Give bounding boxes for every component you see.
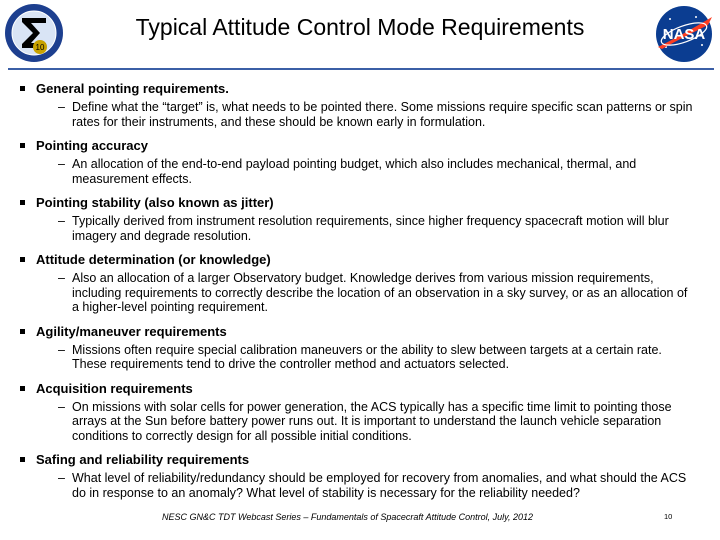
bullet-square-icon	[20, 386, 25, 391]
bullet-square-icon	[20, 143, 25, 148]
bullet-heading: Pointing accuracy	[36, 138, 148, 153]
bullet-list	[0, 78, 720, 500]
nasa-logo-text: NASA	[662, 26, 706, 43]
bullet-square-icon	[20, 457, 25, 462]
bullet-heading: Acquisition requirements	[36, 380, 193, 396]
bullet-detail: Define what the “target” is, what needs to be pointed there. Some missions require specific scan patterns or spin rates for their instruments, and these should be known early in formulation.	[72, 100, 693, 129]
bullet-detail: On missions with solar cells for power generation, the ACS typically has a specific time limit to pointing those arrays at the Sun before battery power runs out. It is important to understand the launch vehicle separation conditions to correctly design for all possible initial conditions.	[72, 399, 672, 443]
bullet-square-icon	[20, 86, 25, 91]
dash-glyph: –	[58, 399, 65, 414]
bullet-item	[0, 81, 720, 129]
bullet-heading: Pointing stability (also known as jitter)	[36, 195, 274, 210]
bullet-square-icon	[20, 257, 25, 262]
bullet-heading: General pointing requirements.	[36, 81, 229, 96]
page-title: Typical Attitude Control Mode Requirements	[135, 14, 585, 40]
bullet-heading: Agility/maneuver requirements	[36, 323, 227, 339]
nasa-meatball-icon	[650, 3, 718, 65]
bullet-square-icon	[20, 200, 25, 205]
nesc-badge-text: 10	[35, 43, 45, 52]
header-divider	[8, 68, 714, 70]
bullet-item	[0, 324, 720, 372]
bullet-heading: Attitude determination (or knowledge)	[36, 252, 271, 267]
bullet-item	[0, 252, 720, 315]
bullet-heading: Safing and reliability requirements	[36, 452, 250, 467]
bullet-detail: An allocation of the end-to-end payload pointing budget, which also includes mechanical, thermal, and measurement effects.	[72, 157, 637, 186]
dash-glyph: –	[58, 214, 65, 228]
nesc-logo	[2, 2, 66, 64]
nasa-logo	[650, 3, 718, 65]
bullet-detail: Missions often require special calibration maneuvers or the ability to slew between targets at a certain rate. These requirements tend to drive the controller method and actuators selected.	[72, 342, 662, 371]
dash-glyph: –	[58, 342, 65, 357]
bullet-item	[0, 195, 720, 243]
dash-glyph: –	[58, 100, 65, 114]
bullet-square-icon	[20, 329, 25, 334]
dash-glyph: –	[58, 157, 65, 171]
dash-glyph: –	[58, 471, 65, 485]
footer-text: NESC GN&C TDT Webcast Series – Fundamentals of Spacecraft Attitude Control, July, 2012	[162, 512, 533, 522]
dash-glyph: –	[58, 271, 65, 285]
bullet-detail: Typically derived from instrument resolution requirements, since higher frequency spacecraft motion will blur imagery and degrade resolution.	[72, 214, 669, 243]
page-number: 10	[664, 512, 673, 521]
bullet-detail: Also an allocation of a larger Observatory budget. Knowledge derives from various mission requirements, including requirements to correctly describe the location of an observation in a sky survey, or as an allocation of a higher-level pointing requirement.	[72, 271, 688, 314]
bullet-detail: What level of reliability/redundancy should be employed for recovery from anomalies, and what should the ACS do in response to an anomaly? What level of stability is necessary for the reliability needed?	[72, 471, 687, 500]
bullet-item	[0, 138, 720, 186]
nesc-sigma-emblem-icon	[2, 2, 66, 64]
bullet-item	[0, 452, 720, 500]
bullet-item	[0, 381, 720, 444]
